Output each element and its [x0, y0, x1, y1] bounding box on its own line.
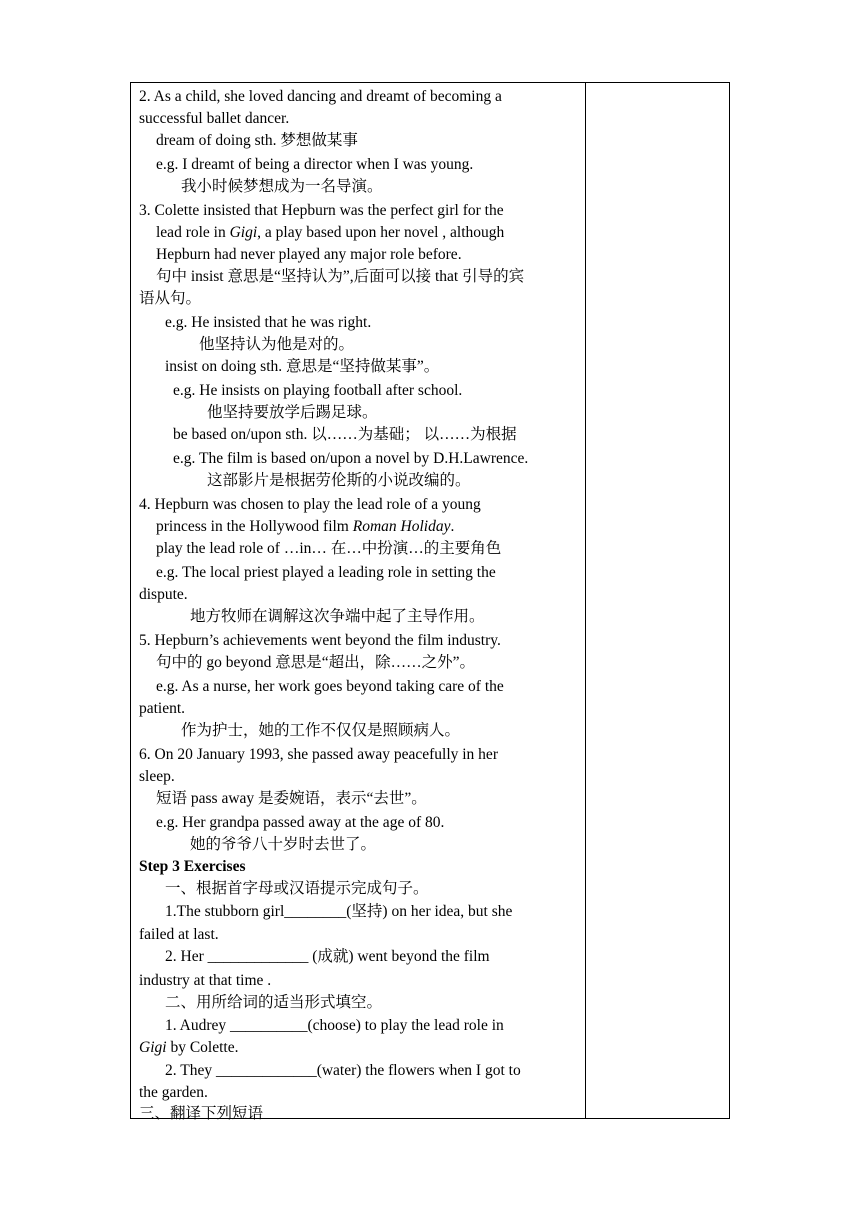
text-line: 短语 pass away 是委婉语，表示“去世”。: [156, 790, 427, 807]
italic-title: Roman Holiday: [352, 518, 451, 535]
text-line: e.g. The local priest played a leading role in setting the: [156, 564, 496, 581]
text-line: 1.The stubborn girl________(坚持) on her idea, but she: [165, 903, 513, 920]
text-line: 他坚持认为他是对的。: [199, 336, 355, 353]
text-line: 她的爷爷八十岁时去世了。: [190, 836, 377, 853]
column-divider: [585, 83, 586, 1118]
text-line: 句中的 go beyond 意思是“超出，除……之外”。: [156, 654, 476, 671]
text-line: Hepburn had never played any major role before.: [156, 246, 462, 263]
text-line: 3. Colette insisted that Hepburn was the perfect girl for the: [139, 202, 504, 219]
text-line: sleep.: [139, 768, 175, 785]
text-line: [156, 517, 454, 537]
text-line: 句中 insist 意思是“坚持认为”,后面可以接 that 引导的宾: [156, 268, 525, 285]
text-line: [156, 223, 504, 243]
text-line: 5. Hepburn’s achievements went beyond the film industry.: [139, 632, 501, 649]
text-line: 6. On 20 January 1993, she passed away peacefully in her: [139, 746, 498, 763]
text-line: insist on doing sth. 意思是“坚持做某事”。: [165, 358, 440, 375]
text-line: 作为护士，她的工作不仅仅是照顾病人。: [181, 722, 461, 739]
text-line: 这部影片是根据劳伦斯的小说改编的。: [207, 472, 471, 489]
italic-title: Gigi: [139, 1039, 167, 1056]
text-span: by Colette.: [166, 1039, 239, 1056]
text-line: successful ballet dancer.: [139, 110, 290, 127]
text-line: e.g. He insisted that he was right.: [165, 314, 372, 331]
text-line: industry at that time .: [139, 972, 272, 989]
text-line: patient.: [139, 700, 186, 717]
text-line: 1. Audrey __________(choose) to play the lead role in: [165, 1017, 504, 1034]
text-line: 他坚持要放学后踢足球。: [207, 404, 378, 421]
text-line: 我小时候梦想成为一名导演。: [181, 178, 383, 195]
text-line: 三、翻译下列短语: [139, 1105, 264, 1122]
text-line: play the lead role of …in… 在…中扮演…的主要角色: [156, 540, 502, 557]
text-line: failed at last.: [139, 926, 219, 943]
text-line: be based on/upon sth. 以……为基础； 以……为根据: [173, 426, 517, 443]
text-line: 一、根据首字母或汉语提示完成句子。: [165, 880, 429, 897]
lesson-table: [130, 82, 730, 1122]
text-span: , a play based upon her novel , although: [257, 224, 505, 241]
text-line: e.g. Her grandpa passed away at the age of 80.: [156, 814, 445, 831]
text-line: the garden.: [139, 1084, 208, 1101]
text-line: e.g. I dreamt of being a director when I was young.: [156, 156, 474, 173]
text-span: princess in the Hollywood film: [156, 518, 353, 535]
text-line: 地方牧师在调解这次争端中起了主导作用。: [190, 608, 485, 625]
text-line: 二、用所给词的适当形式填空。: [165, 994, 383, 1011]
text-span: lead role in: [156, 224, 230, 241]
text-line: 2. Her _____________ (成就) went beyond the film: [165, 948, 490, 965]
text-line: 2. As a child, she loved dancing and dreamt of becoming a: [139, 88, 502, 105]
text-line: e.g. As a nurse, her work goes beyond taking care of the: [156, 678, 504, 695]
italic-title: Gigi: [229, 224, 258, 241]
text-line: 语从句。: [139, 290, 202, 307]
text-line: dispute.: [139, 586, 188, 603]
text-line: e.g. He insists on playing football after school.: [173, 382, 463, 399]
text-line: dream of doing sth. 梦想做某事: [156, 132, 358, 149]
text-line: [139, 1038, 238, 1058]
text-line: 4. Hepburn was chosen to play the lead role of a young: [139, 496, 481, 513]
section-heading: Step 3 Exercises: [139, 858, 246, 875]
text-span: .: [450, 518, 455, 535]
text-line: e.g. The film is based on/upon a novel by D.H.Lawrence.: [173, 450, 529, 467]
text-line: 2. They _____________(water) the flowers when I got to: [165, 1062, 521, 1079]
